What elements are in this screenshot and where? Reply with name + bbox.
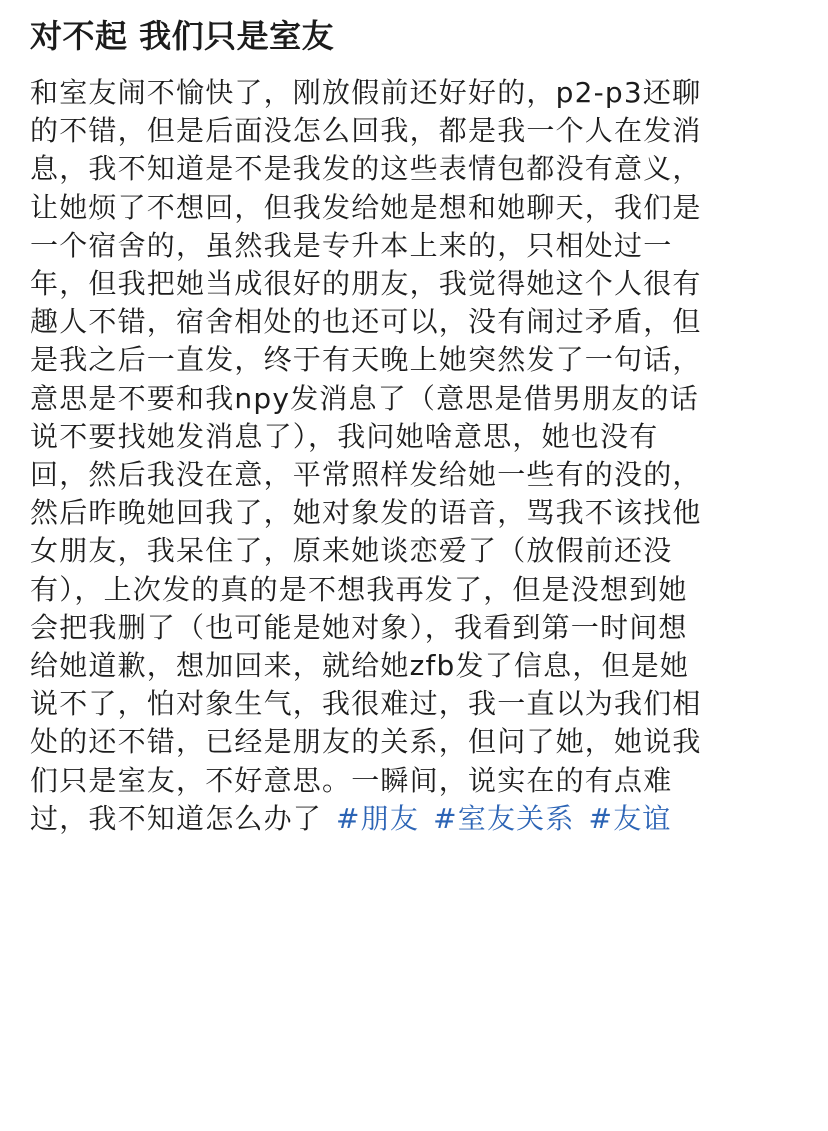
hashtag-roommate-relationship[interactable]: #室友关系 [433,801,575,835]
body-line: 和室友闹不愉快了，刚放假前还好好的，p2-p3还聊 [30,76,702,109]
post-body [30,74,800,838]
body-line: 给她道歉，想加回来，就给她zfb发了信息，但是她 [30,649,690,683]
body-line: 一个宿舍的，虽然我是专升本上来的，只相处过一 [30,228,673,262]
body-line: 年，但我把她当成很好的朋友，我觉得她这个人很有 [30,267,702,301]
post-title: 对不起 我们只是室友 [30,17,335,55]
body-line: 们只是室友，不好意思。一瞬间，说实在的有点难 [30,763,673,797]
body-line: 说不要找她发消息了），我问她啥意思，她也没有 [30,419,659,453]
body-line: 的不错，但是后面没怎么回我，都是我一个人在发消 [30,114,702,148]
body-line-text: 过，我不知道怎么办了 [30,801,323,835]
body-line: 让她烦了不想回，但我发给她是想和她聊天，我们是 [30,190,702,224]
body-line: 会把我删了（也可能是她对象），我看到第一时间想 [30,610,688,644]
body-line: 然后昨晚她回我了，她对象发的语音，骂我不该找他 [30,496,702,530]
body-line: 趣人不错，宿舍相处的也还可以，没有闹过矛盾，但 [30,305,702,339]
body-line: 是我之后一直发，终于有天晚上她突然发了一句话， [30,343,702,377]
body-line: 处的还不错，已经是朋友的关系，但问了她，她说我 [30,725,702,759]
body-line: 息，我不知道是不是我发的这些表情包都没有意义， [30,152,702,186]
hashtag-friends[interactable]: #朋友 [336,801,420,835]
body-line: 有），上次发的真的是不想我再发了，但是没想到她 [30,572,688,606]
body-line: 说不了，怕对象生气，我很难过，我一直以为我们相 [30,687,702,721]
body-line: 回，然后我没在意，平常照样发给她一些有的没的， [30,458,702,492]
post-container [30,14,800,838]
body-last-line [30,800,800,838]
body-line: 意思是不要和我npy发消息了（意思是借男朋友的话 [30,381,699,415]
hashtag-friendship[interactable]: #友谊 [588,801,672,835]
body-line: 女朋友，我呆住了，原来她谈恋爱了（放假前还没 [30,534,673,568]
